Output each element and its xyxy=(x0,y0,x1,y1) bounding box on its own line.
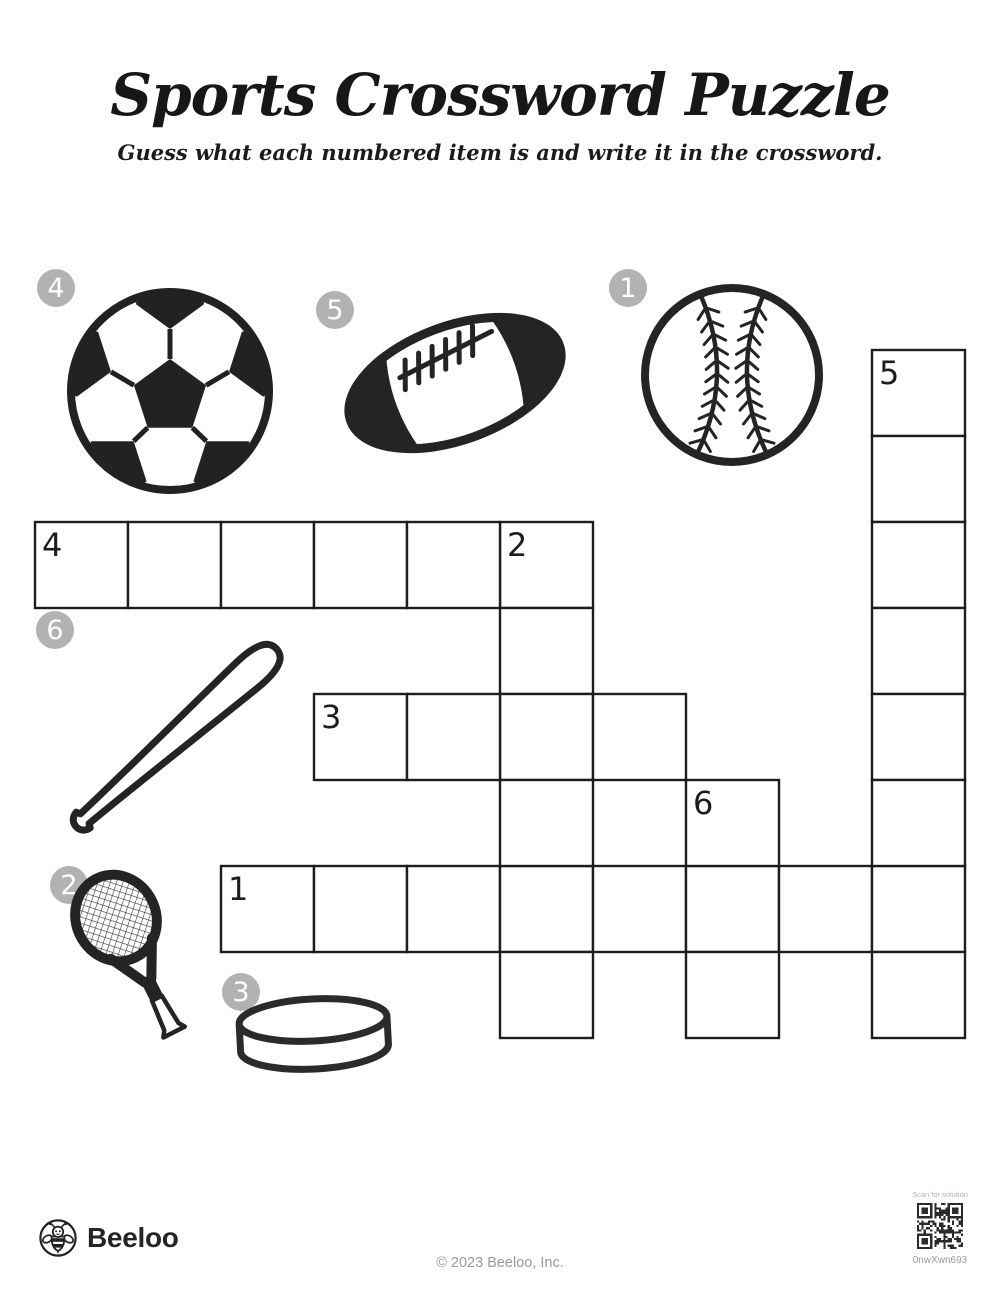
soccer-ball-icon xyxy=(60,281,280,501)
crossword-clue-number: 3 xyxy=(321,698,342,736)
copyright-text: © 2023 Beeloo, Inc. xyxy=(436,1255,564,1271)
crossword-cell xyxy=(221,522,314,608)
crossword-cell xyxy=(500,694,593,780)
baseball-icon xyxy=(637,280,827,470)
crossword-clue-number: 4 xyxy=(42,526,63,564)
crossword-cell xyxy=(500,608,593,694)
beeloo-wordmark: Beeloo xyxy=(87,1222,179,1253)
crossword-cell xyxy=(314,866,407,952)
badge-number: 5 xyxy=(326,294,344,326)
hockey-puck-icon xyxy=(228,988,400,1096)
badge-number: 6 xyxy=(46,614,64,646)
qr-code xyxy=(917,1203,963,1249)
crossword-cell xyxy=(500,866,593,952)
crossword-cell xyxy=(407,522,500,608)
qr-caption: Scan for solution xyxy=(912,1190,968,1199)
crossword-cell xyxy=(314,522,407,608)
crossword-cell xyxy=(500,952,593,1038)
crossword-cell xyxy=(407,694,500,780)
crossword-cell xyxy=(872,436,965,522)
football-icon xyxy=(335,291,575,471)
crossword-cell xyxy=(872,780,965,866)
crossword-cell xyxy=(686,952,779,1038)
tennis-racket-icon xyxy=(55,862,200,1042)
crossword-cell xyxy=(779,866,872,952)
page-instructions: Guess what each numbered item is and write it in the crossword. xyxy=(117,140,883,165)
crossword-cell xyxy=(872,952,965,1038)
crossword-cell xyxy=(593,866,686,952)
badge-number: 2 xyxy=(60,869,78,901)
crossword-clue-number: 6 xyxy=(693,784,714,822)
crossword-cell xyxy=(407,866,500,952)
crossword-cell xyxy=(593,694,686,780)
baseball-bat-icon xyxy=(42,612,302,852)
crossword-cell xyxy=(686,866,779,952)
crossword-cell xyxy=(872,608,965,694)
qr-code-id: 0nwXwn693 xyxy=(912,1255,968,1266)
crossword-clue-number: 5 xyxy=(879,354,900,392)
crossword-clue-number: 1 xyxy=(228,870,249,908)
badge-number: 3 xyxy=(232,976,250,1008)
crossword-cell xyxy=(500,780,593,866)
crossword-cell xyxy=(872,866,965,952)
crossword-cell xyxy=(128,522,221,608)
badge-number: 4 xyxy=(47,272,65,304)
crossword-cell xyxy=(872,694,965,780)
page-title: Sports Crossword Puzzle xyxy=(110,61,890,129)
crossword-clue-number: 2 xyxy=(507,526,528,564)
crossword-cell xyxy=(872,522,965,608)
beeloo-bee-logo-icon xyxy=(38,1218,78,1258)
badge-number: 1 xyxy=(619,272,637,304)
